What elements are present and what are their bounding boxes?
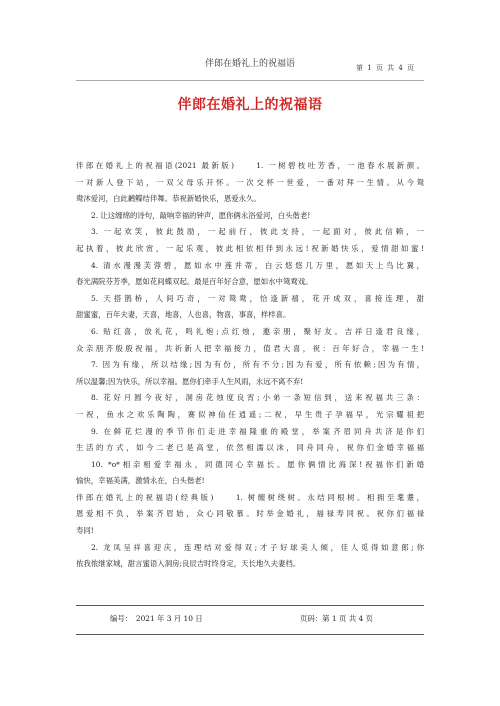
body-line: 生活的方式，如今二老已是高堂，依然相濡以沫，同舟同舟，祝你们金婚幸福福	[76, 443, 424, 453]
body-line: 2. 让这缠绵的诗句，敲响幸福的钟声，愿你俩永浴爱河，白头偕老!	[91, 210, 311, 220]
document-body	[76, 158, 424, 573]
body-line: 2. 龙凤呈祥喜迎庆，连理结对爱得双;才子好球美人倾，佳人觅得如意郎;你	[91, 542, 424, 552]
body-line: 3. 一起欢笑，彼此鼓励，一起前行，彼此支持，一起面对，彼此信赖，一	[91, 227, 424, 237]
header-divider	[76, 80, 424, 81]
body-line: 侬我侬继家城，甜言蜜语入洞房;良辰吉时终身定，天长地久夫妻档。	[76, 559, 301, 569]
body-line: 7. 因为有缘，所以结缘;因为有份，所有不分;因为有爱，所有依赖;因为有情，	[91, 360, 424, 370]
body-line: 伴郎在婚礼上的祝福语(2021 最新版) 1. 一树碧枝吐芳香，一池春水展新颜。	[76, 161, 424, 170]
body-line: 6. 贴红喜，放礼花，鸣礼炮;点红烛，邀亲朋，聚好友。吉祥日逢君良缘，	[91, 326, 424, 336]
footer-divider-top	[76, 605, 424, 606]
body-line: 一祝，鱼水之欢乐陶陶，赛似神仙任逍遥;二祝，早生贵子孕福早，光宗耀祖把	[76, 409, 424, 419]
body-line: 众亲朋齐殷殷祝福，共祈新人把幸福接力，值君大喜，祝：百年好合，幸福一生!	[76, 343, 424, 353]
footer-number-date: 编号： 2021 年 3 月 10 日	[110, 614, 203, 623]
footer-divider-bottom	[76, 634, 424, 635]
body-line: 愉快，幸福美满，激情永在，白头偕老!	[76, 476, 205, 486]
body-line: 伴郎在婚礼上的祝福语(经典版) 1. 树缠树绕树。永结同根树。相拥至耄耋，	[76, 492, 424, 502]
body-line: 起执着，彼此欣赏，一起乐观，彼此相依相伴到永远!祝新婚快乐，爱情甜如蜜!	[76, 243, 424, 253]
body-line: 寿同!	[76, 526, 94, 536]
document-title: 伴郎在婚礼上的祝福语	[177, 97, 323, 113]
body-line: 所以温馨;因为快乐，所以幸福。愿你们牵手人生风雨，永远不离不弃!	[76, 376, 304, 386]
body-line: 9. 在鲜花烂漫的季节你们走进幸福隆重的殿堂，举案齐眉同舟共济是你们	[91, 426, 424, 436]
body-line: 4. 清水漫漫芙蓉碧，愿如水中莲并蒂，白云悠悠几万里，愿如天上鸟比翼，	[91, 260, 424, 270]
footer-page-number: 页码：第 1 页 共 4 页	[300, 614, 373, 623]
body-line: 8. 花好月圆今夜好，洞房花烛度良宵;小弟一条短信到，送来祝福共三条：	[91, 393, 424, 403]
body-line: 10. *o*相亲相爱幸福永，同德同心幸福长。愿你俩情比海深!祝福你们新婚	[91, 459, 424, 469]
page-header-title: 伴郎在婚礼上的祝福语	[204, 59, 295, 69]
body-line: 一对新人登下站，一双父母乐开怀。一次交杯一世爱，一番对拜一生情。从今鸳	[76, 177, 424, 187]
body-line: 甜蜜蜜，百年夫妻，天喜，地喜，人也喜，物喜，事喜，样样喜。	[76, 310, 291, 320]
body-line: 恩爱相不负，举案齐眉始，众心同敬慕。时举金婚礼，福禄寿同祝。祝你们福禄	[76, 509, 424, 519]
page-header-indicator: 第 1 页 共 4 页	[356, 64, 416, 72]
body-line: 5. 天搭鹊桥，人间巧奇，一对鸳鸯，恰逢新禧，花开成双，喜接连理，甜	[91, 293, 424, 303]
body-line: 鸯沐爱河，白此鹣鲽结伴舞。恭祝新婚快乐，恩爱永久。	[76, 194, 261, 204]
body-line: 春光满院芬芳季，愿如花间蝶双起。最是百年好合意，愿如水中鸳鸯戏。	[76, 277, 313, 287]
